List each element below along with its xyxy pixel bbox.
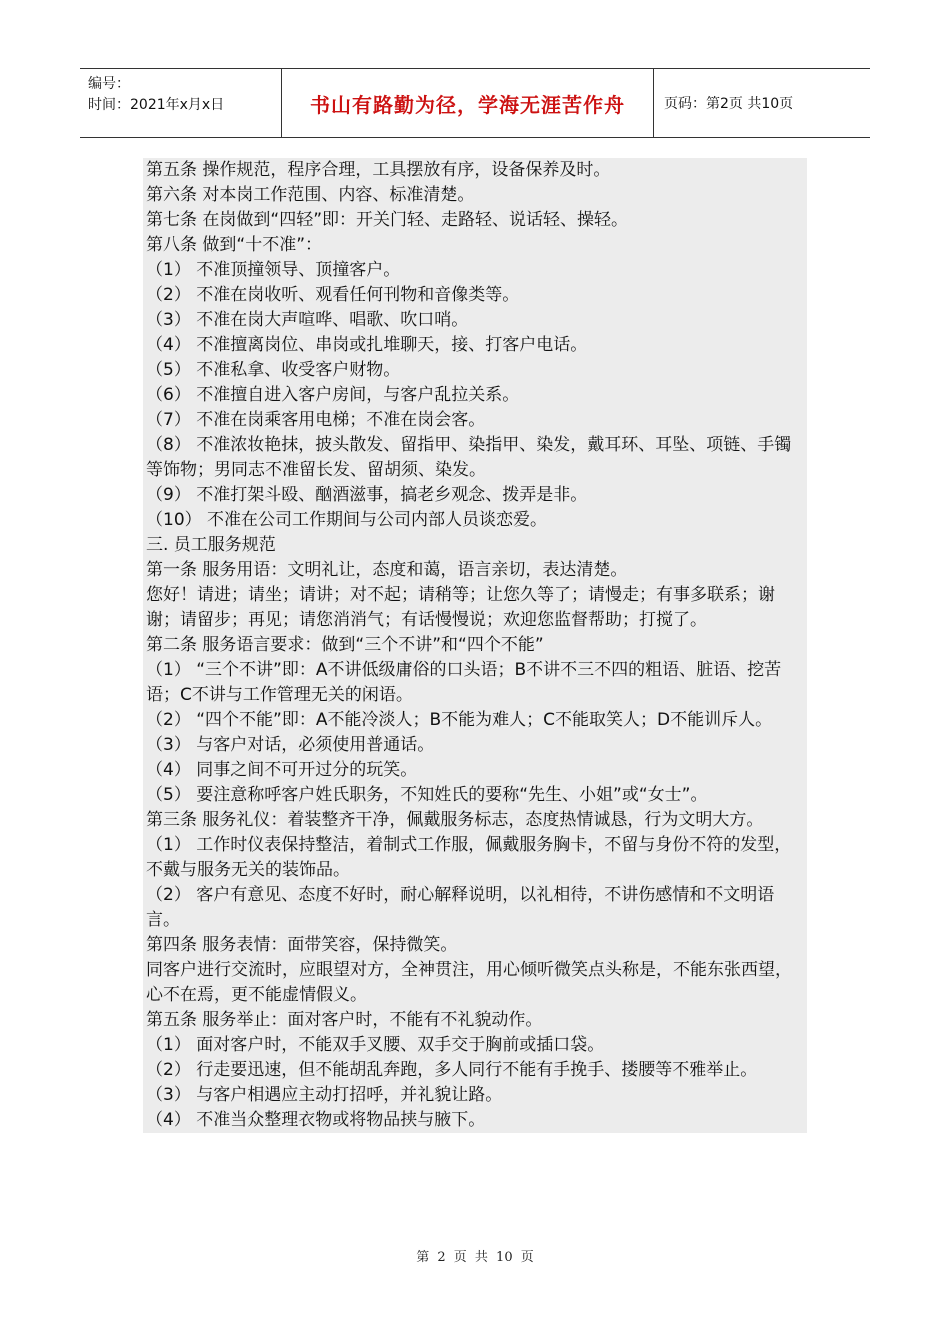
section-heading: 三. 员工服务规范: [146, 535, 276, 555]
body-line: （1） 面对客户时，不能双手叉腰、双手交于胸前或插口袋。: [146, 1035, 605, 1055]
document-body: [143, 158, 807, 1133]
body-line: 第五条 操作规范，程序合理，工具摆放有序，设备保养及时。: [146, 160, 611, 180]
body-line: 第四条 服务表情：面带笑容，保持微笑。: [146, 935, 458, 955]
body-line: 第二条 服务语言要求：做到“三个不讲”和“四个不能”: [146, 635, 544, 655]
body-line: 同客户进行交流时，应眼望对方，全神贯注，用心倾听微笑点头称是，不能东张西望，心不在焉，更不能虚情假义。: [146, 960, 792, 1005]
body-line: （1） 工作时仪表保持整洁，着制式工作服，佩戴服务胸卡，不留与身份不符的发型，不戴与服务无关的装饰品。: [146, 835, 792, 880]
body-line: （2） “四个不能”即：A不能冷淡人；B不能为难人；C不能取笑人；D不能训斥人。: [146, 710, 773, 730]
body-line: 第五条 服务举止：面对客户时，不能有不礼貌动作。: [146, 1010, 543, 1030]
body-line: （3） 与客户对话，必须使用普通话。: [146, 735, 435, 755]
body-line: （7） 不准在岗乘客用电梯；不准在岗会客。: [146, 410, 486, 430]
body-line: （1） 不准顶撞领导、顶撞客户。: [146, 260, 401, 280]
body-line: （4） 不准当众整理衣物或将物品挟与腋下。: [146, 1110, 486, 1130]
document-date: 时间：2021年x月x日: [88, 97, 225, 113]
body-line: 第一条 服务用语：文明礼让，态度和蔼，语言亲切，表达清楚。: [146, 560, 628, 580]
body-line: （2） 行走要迅速，但不能胡乱奔跑，多人同行不能有手挽手、搂腰等不雅举止。: [146, 1060, 758, 1080]
body-line: （6） 不准擅自进入客户房间，与客户乱拉关系。: [146, 385, 520, 405]
body-line: （4） 同事之间不可开过分的玩笑。: [146, 760, 418, 780]
body-line: （4） 不准擅离岗位、串岗或扎堆聊天，接、打客户电话。: [146, 335, 588, 355]
page-footer: 第 2 页 共 10 页: [416, 1250, 534, 1265]
header-meta: [80, 69, 282, 137]
header-motto: 书山有路勤为径，学海无涯苦作舟: [282, 69, 654, 137]
body-line: 第三条 服务礼仪：着装整齐干净，佩戴服务标志，态度热情诚恳，行为文明大方。: [146, 810, 764, 830]
header-page-info: 页码：第2页 共10页: [664, 96, 794, 112]
body-line: 第七条 在岗做到“四轻”即：开关门轻、走路轻、说话轻、操轻。: [146, 210, 629, 230]
body-line: （9） 不准打架斗殴、酗酒滋事，搞老乡观念、拨弄是非。: [146, 485, 588, 505]
body-line: （1） “三个不讲”即：A不讲低级庸俗的口头语；B不讲不三不四的粗语、脏语、挖苦语；C不讲与工作管理无关的闲语。: [146, 660, 782, 705]
body-line: （10） 不准在公司工作期间与公司内部人员谈恋爱。: [146, 510, 548, 530]
body-line: （3） 与客户相遇应主动打招呼，并礼貌让路。: [146, 1085, 503, 1105]
body-line: 第六条 对本岗工作范围、内容、标准清楚。: [146, 185, 475, 205]
body-line: 您好！请进；请坐；请讲；对不起；请稍等；让您久等了；请慢走；有事多联系；谢谢；请留步；再见；请您消消气；有话慢慢说；欢迎您监督帮助；打搅了。: [146, 585, 775, 630]
body-line: （5） 不准私拿、收受客户财物。: [146, 360, 401, 380]
body-line: （8） 不准浓妆艳抹，披头散发、留指甲、染指甲、染发，戴耳环、耳坠、项链、手镯等饰物；男同志不准留长发、留胡须、染发。: [146, 435, 792, 480]
body-line: （2） 不准在岗收听、观看任何刊物和音像类等。: [146, 285, 520, 305]
page-header: [80, 68, 870, 138]
body-line: （5） 要注意称呼客户姓氏职务，不知姓氏的要称“先生、小姐”或“女士”。: [146, 785, 708, 805]
body-line: （3） 不准在岗大声喧哗、唱歌、吹口哨。: [146, 310, 469, 330]
body-line: （2） 客户有意见、态度不好时，耐心解释说明，以礼相待，不讲伤感情和不文明语言。: [146, 885, 775, 930]
body-line: 第八条 做到“十不准”：: [146, 235, 323, 255]
document-number-label: 编号：: [88, 76, 130, 92]
